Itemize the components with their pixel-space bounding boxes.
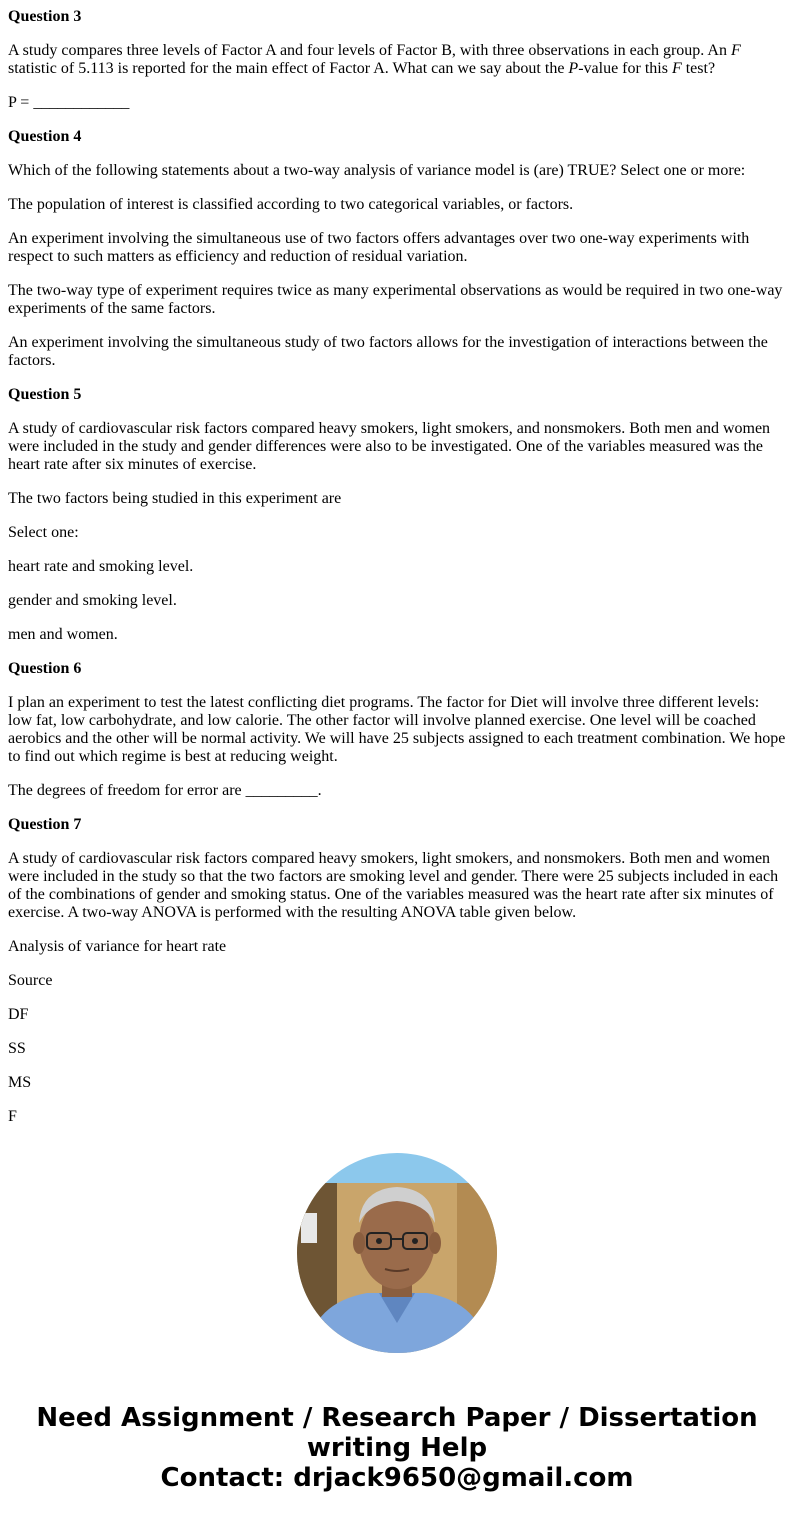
question-5-prompt: The two factors being studied in this experiment are [8, 490, 342, 507]
anova-header-source: Source [8, 972, 53, 989]
question-6-text: I plan an experiment to test the latest conflicting diet programs. The factor for Diet will involve three different levels: low fat, low carbohydrate, and low calorie. The other factor will involve planned exercise. One level will be coached aerobics and the other will be normal activity. We will have 25 subjects assigned to each treatment combination. We hope to find out which regime is best at reducing weight. [8, 694, 786, 765]
question-7-title: Question 7 [8, 816, 82, 833]
question-4-option[interactable]: An experiment involving the simultaneous use of two factors offers advantages over two one-way experiments with respect to such matters as efficiency and reduction of residual variation. [8, 230, 750, 265]
question-4-option[interactable]: An experiment involving the simultaneous study of two factors allows for the investigation of interactions between the factors. [8, 334, 768, 369]
document-body [8, 0, 786, 1142]
question-7-text: A study of cardiovascular risk factors compared heavy smokers, light smokers, and nonsmokers. Both men and women were included in the study so that the two factors are smoking level and gender. There were 25 subjects included in each of the combinations of gender and smoking status. One of the variables measured was the heart rate after six minutes of exercise. A two-way ANOVA is performed with the resulting ANOVA table given below. [8, 850, 779, 921]
question-4-prompt: Which of the following statements about a two-way analysis of variance model is (are) TRUE? Select one or more: [8, 162, 746, 179]
question-6-prompt: The degrees of freedom for error are _________. [8, 782, 322, 799]
question-5-title: Question 5 [8, 386, 82, 403]
promo-line-1: Need Assignment / Research Paper / Dissertation [36, 1403, 758, 1433]
question-5-option[interactable]: gender and smoking level. [8, 592, 177, 609]
anova-header-f: F [8, 1108, 17, 1125]
question-4-option[interactable]: The population of interest is classified according to two categorical variables, or factors. [8, 196, 574, 213]
question-6-title: Question 6 [8, 660, 82, 677]
anova-table-caption: Analysis of variance for heart rate [8, 938, 227, 955]
anova-header-ms: MS [8, 1074, 32, 1091]
promo-line-2: writing Help [306, 1433, 488, 1463]
question-4-option[interactable]: The two-way type of experiment requires twice as many experimental observations as would be required in two one-way experiments of the same factors. [8, 282, 783, 317]
question-5-option[interactable]: heart rate and smoking level. [8, 558, 194, 575]
author-photo [297, 1153, 497, 1353]
promo-banner [0, 1403, 794, 1493]
anova-header-df: DF [8, 1006, 29, 1023]
anova-header-ss: SS [8, 1040, 26, 1057]
question-5-text: A study of cardiovascular risk factors compared heavy smokers, light smokers, and nonsmokers. Both men and women were included in the study and gender differences were also to be investigated. One of the variables measured was the heart rate after six minutes of exercise. [8, 420, 771, 473]
author-portrait-image [297, 1153, 497, 1353]
question-4-title: Question 4 [8, 128, 82, 145]
question-5-option[interactable]: men and women. [8, 626, 118, 643]
question-3-text: A study compares three levels of Factor A and four levels of Factor B, with three observations in each group. An F statistic of 5.113 is reported for the main effect of Factor A. What can we say about the P-value for this F test? [8, 42, 741, 77]
question-3-answer-blank: P = ____________ [8, 94, 130, 111]
question-5-select-label: Select one: [8, 524, 79, 541]
question-3-title: Question 3 [8, 8, 82, 25]
promo-contact[interactable]: Contact: drjack9650@gmail.com [160, 1463, 634, 1493]
